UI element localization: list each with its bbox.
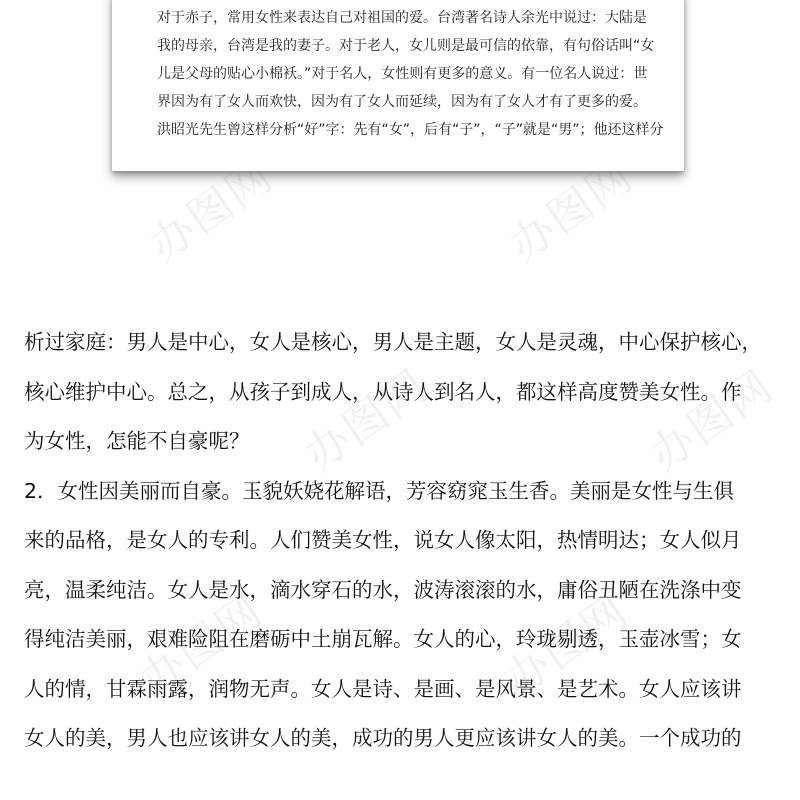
document-page-preview <box>112 0 684 171</box>
body-line: 2．女性因美丽而自豪。玉貌妖娆花解语，芳容窈窕玉生香。美丽是女性与生俱 <box>24 478 735 503</box>
preview-line: 界因为有了女人而欢快，因为有了女人而延续，因为有了女人才有了更多的爱。 <box>157 94 647 110</box>
body-line: 析过家庭：男人是中心，女人是核心，男人是主题，女人是灵魂，中心保护核心， <box>24 330 762 354</box>
watermark: 办图网 <box>130 585 273 707</box>
body-line: 为女性，怎能不自豪呢？ <box>24 429 250 453</box>
body-line: 人的情，甘霖雨露，润物无声。女人是诗、是画、是风景、是艺术。女人应该讲 <box>24 676 742 701</box>
preview-line: 洪昭光先生曾这样分析“好”字：先有“女”，后有“子”，“子”就是“男”；他还这样分 <box>157 122 664 138</box>
preview-line: 对于赤子，常用女性来表达自己对祖国的爱。台湾著名诗人余光中说过：大陆是 <box>157 10 647 26</box>
body-line: 核心维护中心。总之，从孩子到成人，从诗人到名人，都这样高度赞美女性。作 <box>24 379 742 404</box>
preview-line: 我的母亲，台湾是我的妻子。对于老人，女儿则是最可信的依靠，有句俗话叫“女 <box>157 38 655 54</box>
body-line: 亮，温柔纯洁。女人是水，滴水穿石的水，波涛滚滚的水，庸俗丑陋在洗涤中变 <box>24 577 742 602</box>
watermark: 办图网 <box>495 585 638 707</box>
body-line: 得纯洁美丽，艰难险阻在磨砺中土崩瓦解。女人的心，玲珑剔透，玉壶冰雪；女 <box>24 627 742 651</box>
preview-line: 儿是父母的贴心小棉袄。”对于名人，女性则有更多的意义。有一位名人说过：世 <box>157 66 648 82</box>
document-body <box>24 318 784 764</box>
watermark: 办图网 <box>140 150 283 272</box>
page-preview-text <box>157 4 664 144</box>
watermark: 办图网 <box>295 360 438 482</box>
body-line: 来的品格，是女人的专利。人们赞美女性，说女人像太阳，热情明达；女人似月 <box>24 528 742 552</box>
body-line: 女人的美，男人也应该讲女人的美，成功的男人更应该讲女人的美。一个成功的 <box>24 726 742 750</box>
watermark: 办图网 <box>500 150 643 272</box>
watermark: 办图网 <box>640 360 783 482</box>
